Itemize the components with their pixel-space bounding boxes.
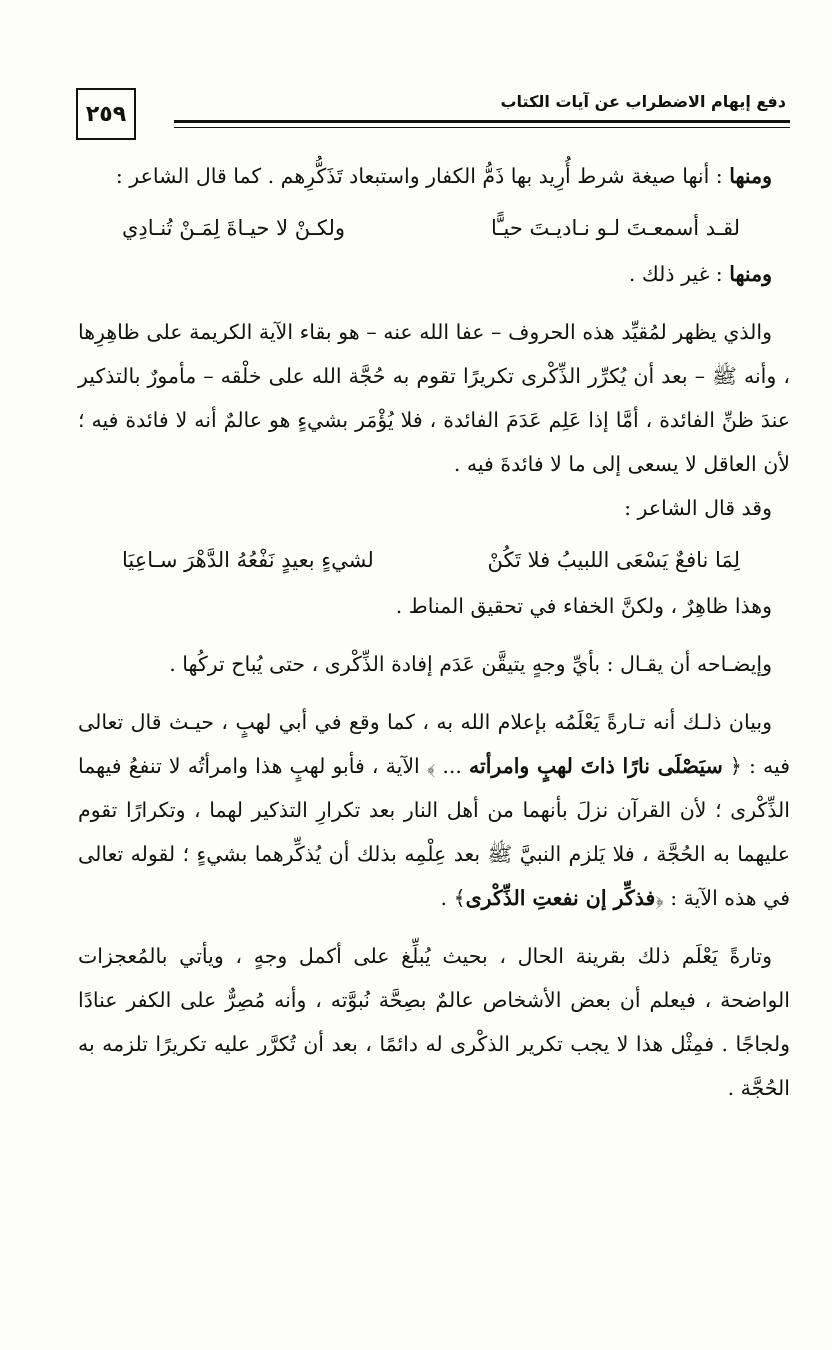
paragraph-5: وهذا ظاهِرٌ ، ولكنَّ الخفاء في تحقيق المناط . — [395, 594, 772, 618]
verse-2-first-hemistich: لِمَا نافعٌ يَسْعَى اللبيبُ فلا تَكُنْ — [487, 548, 740, 572]
verse-1-second-hemistich: ولكـنْ لا حيـاةَ لِمَـنْ تُنـادِي — [122, 216, 346, 240]
header-rule-thin — [174, 127, 790, 128]
verse-1-first-hemistich: لقـد أسمعـتَ لـو نـاديـتَ حيـًّا — [490, 216, 740, 240]
verse-1 — [122, 204, 740, 252]
verse-2-second-hemistich: لشيءٍ بعيدٍ نَفْعُهُ الدَّهْرَ سـاعِيَا — [122, 548, 374, 572]
paragraph-4: وقد قال الشاعر : — [624, 496, 772, 520]
paragraph-6: وإيضـاحه أن يقـال : بأيِّ وجهٍ يتيقَّن عَدَم إفادة الذِّكْرى ، حتى يُباح تركُها . — [169, 652, 772, 676]
paragraph-7 — [78, 700, 790, 920]
paragraph-2 — [78, 252, 790, 296]
paragraph-7-quran-quote-1: سيَصْلَى نارًا ذاتَ لهبٍ وامرأته — [469, 754, 723, 778]
running-header-title: دفع إيهام الاضطراب عن آيات الكتاب — [500, 92, 786, 111]
paragraph-1-text: : أنها صيغة شرط أُرِيد بها ذَمُّ الكفار واستبعاد تَذَكُّرِهم . كما قال الشاعر : — [115, 164, 730, 188]
header-rule-thick — [174, 120, 790, 123]
verse-2 — [122, 536, 740, 584]
paragraph-8: وتارةً يَعْلَم ذلك بقرينة الحال ، بحيث يُبلِّغ على أكمل وجهٍ ، ويأتي بالمُعجزات الواضحة ، فيعلم أن بعض الأشخاص عالمٌ بصِحَّة نُبوَّته ، وأنه مُصِرٌّ على الكفر عنادًا ولجاجًا . فمِثْل هذا لا يجب تكرير الذكْرى له دائمًا ، بعد أن تُكرَّر عليه تكريرًا تلزمه به الحُجَّة . — [78, 944, 790, 1100]
page-number-box — [76, 88, 136, 140]
paragraph-7-quran-quote-2: فذكِّر إن نفعتِ الذِّكْرى — [465, 886, 656, 910]
paragraph-1 — [78, 154, 790, 198]
page-number: ٢٥٩ — [85, 101, 127, 127]
paragraph-3: والذي يظهر لمُقيِّد هذه الحروف – عفا الله عنه – هو بقاء الآية الكريمة على ظاهِرِها ، وأنه ﷺ – بعد أن يُكرِّر الذِّكْرى تكريرًا تقوم به حُجَّة الله على خلْقه – مأمورٌ بالتذكير عندَ ظنِّ الفائدة ، أمَّا إذا عَلِم عَدَمَ الفائدة ، فلا يُؤْمَر بشيءٍ هو عالمٌ أنه لا فائدة فيه ؛ لأن العاقل لا يسعى إلى ما لا فائدةَ فيه . — [78, 320, 790, 476]
page-body — [78, 154, 790, 1110]
paragraph-2-label: ومنها — [729, 262, 772, 286]
paragraph-7-text-2: ... ﴾ الآية ، فأبو لهبٍ هذا وامرأتُه لا تنفعُ فيهما الذِّكْرى ؛ لأن القرآن نزلَ بأنهما من أهل النار بعد تكرارِ التذكير لهما ، وتكرارًا تقوم عليهما به الحُجَّة ، فلا يَلزم النبيَّ ﷺ بعد عِلْمِه بذلك أن يُذكِّرهما بشيءٍ ؛ لقوله تعالى في هذه الآية : ﴿ — [78, 754, 790, 910]
paragraph-7-text-1: وبيان ذلـك أنه تـارةً يَعْلَمُه بإعلام الله به ، كما وقع في أبي لهبٍ ، حيـث قال تعالى فيه : ﴿ — [78, 710, 790, 778]
paragraph-1-label: ومنها — [729, 164, 772, 188]
paragraph-2-text: : غير ذلك . — [628, 262, 730, 286]
paragraph-7-text-3: ﴾ . — [440, 886, 466, 910]
